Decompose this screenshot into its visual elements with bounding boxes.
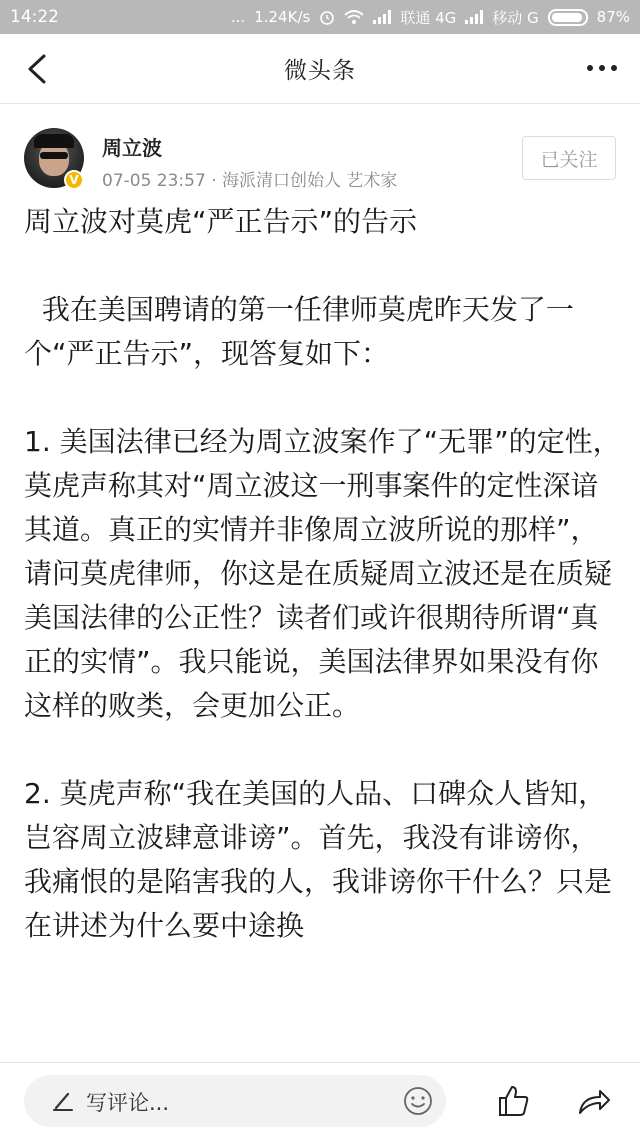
back-icon[interactable]: [20, 50, 56, 88]
like-icon[interactable]: [496, 1083, 532, 1119]
pen-icon: [50, 1088, 76, 1114]
avatar-glasses: [40, 152, 68, 159]
network-speed: 1.24K/s: [254, 8, 311, 26]
author-meta: 07-05 23:57 · 海派清口创始人 艺术家: [102, 171, 398, 191]
battery-icon: [548, 9, 588, 26]
more-icon[interactable]: [582, 56, 622, 80]
article-paragraph: 我在美国聘请的第一任律师莫虎昨天发了一个“严正告示”，现答复如下：: [24, 293, 574, 370]
article-body: [24, 200, 624, 992]
signal-icon-2: [465, 10, 483, 24]
status-dots: ...: [230, 8, 246, 26]
bottom-bar: [0, 1062, 640, 1138]
alarm-icon: [319, 9, 335, 25]
article-title: 周立波对莫虎“严正告示”的告示: [24, 205, 418, 238]
signal-icon-1: [373, 10, 391, 24]
carrier-1: 联通 4G: [400, 8, 457, 27]
page-title: 微头条: [284, 58, 356, 84]
article-paragraph: 2. 莫虎声称“我在美国的人品、口碑众人皆知，岂容周立波肆意诽谤”。首先，我没有诽谤你，我痛恨的是陷害我的人，我诽谤你干什么？只是在讲述为什么要中途换: [24, 777, 613, 942]
author-name[interactable]: 周立波: [102, 136, 162, 160]
comment-placeholder: 写评论...: [86, 1091, 170, 1115]
status-indicators: [231, 7, 630, 28]
follow-button[interactable]: 已关注: [522, 136, 616, 180]
avatar-hat: [34, 134, 74, 148]
status-time: 14:22: [10, 7, 59, 27]
nav-bar: [0, 34, 640, 104]
status-bar: [0, 0, 640, 34]
verified-badge-icon: V: [64, 170, 84, 190]
author-header: [0, 104, 640, 200]
battery-level: 87%: [596, 8, 630, 26]
comment-input[interactable]: [24, 1075, 446, 1127]
carrier-2: 移动 G: [492, 8, 539, 27]
wifi-icon: [344, 10, 364, 25]
share-icon[interactable]: [576, 1083, 612, 1119]
article-paragraph: 1. 美国法律已经为周立波案作了“无罪”的定性，莫虎声称其对“周立波这一刑事案件的定性深谙其道。真正的实情并非像周立波所说的那样”，请问莫虎律师，你这是在质疑周立波还是在质疑美国法律的公正性？读者们或许很期待所谓“真正的实情”。我只能说，美国法律界如果没有你这样的败类，会更加公正。: [24, 425, 621, 722]
emoji-icon[interactable]: [402, 1085, 434, 1117]
